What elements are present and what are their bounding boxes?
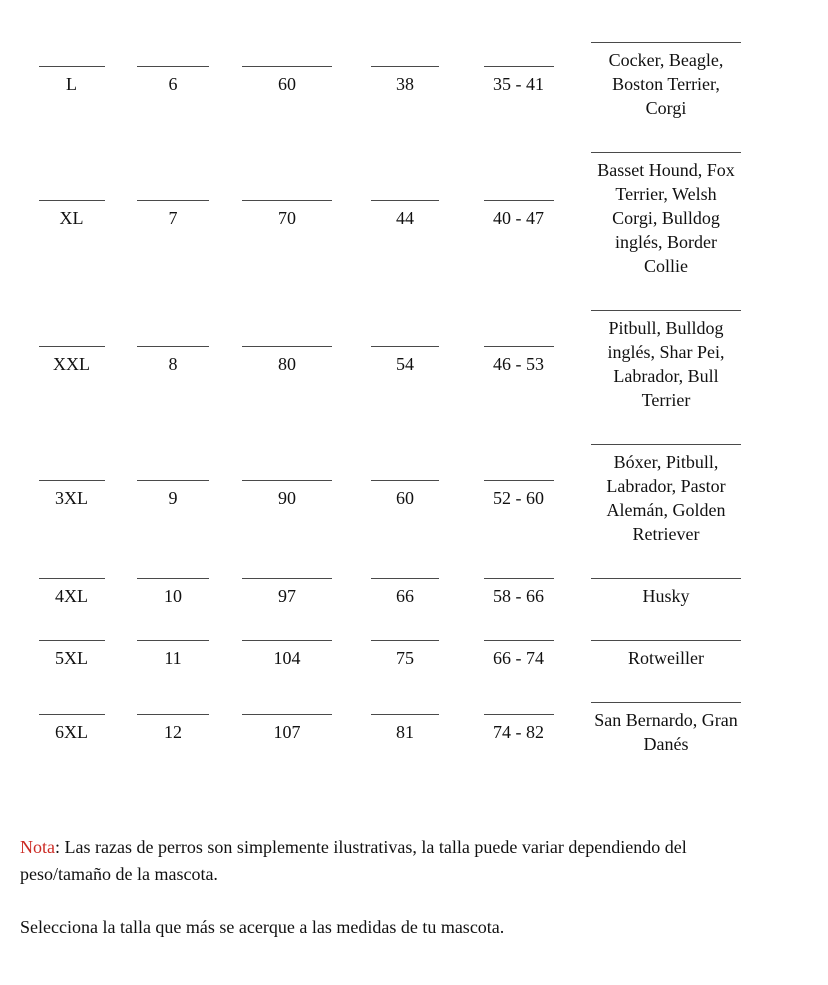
cell-content: 40 - 47 <box>484 200 554 230</box>
cell-content: 81 <box>371 714 439 744</box>
table-cell-chest <box>349 562 461 624</box>
cell-content: 80 <box>242 346 332 376</box>
cell-content: 6XL <box>39 714 105 744</box>
cell-content: Bóxer, Pitbull, Labrador, Pastor Alemán, Golden Retriever <box>591 444 741 546</box>
table-row <box>22 26 756 136</box>
cell-content: 12 <box>137 714 209 744</box>
notes-section <box>20 834 732 941</box>
table-cell-size <box>22 686 121 772</box>
cell-content: Rotweiller <box>591 640 741 670</box>
table-cell-size-number <box>121 26 225 136</box>
table-cell-length <box>225 294 349 428</box>
cell-content: 97 <box>242 578 332 608</box>
cell-content: 8 <box>137 346 209 376</box>
cell-content: 75 <box>371 640 439 670</box>
table-cell-range <box>461 428 576 562</box>
table-cell-size-number <box>121 562 225 624</box>
table-cell-size <box>22 294 121 428</box>
table-cell-breeds <box>576 686 756 772</box>
cell-content: 58 - 66 <box>484 578 554 608</box>
size-chart-table <box>22 26 756 772</box>
cell-content: 9 <box>137 480 209 510</box>
note-text: : Las razas de perros son simplemente ilustrativas, la talla puede variar dependiendo del peso/tamaño de la mascota. <box>20 837 687 884</box>
cell-content: 46 - 53 <box>484 346 554 376</box>
table-cell-size-number <box>121 294 225 428</box>
table-cell-length <box>225 562 349 624</box>
cell-content: Cocker, Beagle, Boston Terrier, Corgi <box>591 42 741 120</box>
table-cell-size-number <box>121 624 225 686</box>
cell-content: 35 - 41 <box>484 66 554 96</box>
cell-content: 44 <box>371 200 439 230</box>
table-cell-size-number <box>121 136 225 294</box>
cell-content: XL <box>39 200 105 230</box>
cell-content: 5XL <box>39 640 105 670</box>
cell-content: 10 <box>137 578 209 608</box>
cell-content: 104 <box>242 640 332 670</box>
note-label: Nota <box>20 837 55 857</box>
cell-content: Pitbull, Bulldog inglés, Shar Pei, Labrador, Bull Terrier <box>591 310 741 412</box>
cell-content: XXL <box>39 346 105 376</box>
table-cell-size <box>22 428 121 562</box>
table-cell-breeds <box>576 624 756 686</box>
table-row <box>22 624 756 686</box>
note-paragraph <box>20 834 732 888</box>
cell-content: 70 <box>242 200 332 230</box>
table-row <box>22 136 756 294</box>
table-cell-size <box>22 624 121 686</box>
table-cell-size <box>22 562 121 624</box>
table-cell-range <box>461 562 576 624</box>
cell-content: 90 <box>242 480 332 510</box>
table-row <box>22 562 756 624</box>
cell-content: 74 - 82 <box>484 714 554 744</box>
table-cell-size-number <box>121 428 225 562</box>
table-cell-range <box>461 624 576 686</box>
table-cell-chest <box>349 294 461 428</box>
cell-content: 54 <box>371 346 439 376</box>
cell-content: 66 <box>371 578 439 608</box>
cell-content: 3XL <box>39 480 105 510</box>
cell-content: L <box>39 66 105 96</box>
table-row <box>22 428 756 562</box>
cell-content: 66 - 74 <box>484 640 554 670</box>
table-cell-breeds <box>576 136 756 294</box>
table-cell-chest <box>349 26 461 136</box>
table-cell-breeds <box>576 562 756 624</box>
table-cell-chest <box>349 624 461 686</box>
table-cell-range <box>461 294 576 428</box>
table-cell-chest <box>349 428 461 562</box>
table-cell-range <box>461 26 576 136</box>
cell-content: Basset Hound, Fox Terrier, Welsh Corgi, Bulldog inglés, Border Collie <box>591 152 741 278</box>
table-cell-length <box>225 136 349 294</box>
table-cell-length <box>225 428 349 562</box>
table-cell-chest <box>349 686 461 772</box>
cell-content: 4XL <box>39 578 105 608</box>
table-cell-breeds <box>576 428 756 562</box>
table-cell-breeds <box>576 294 756 428</box>
cell-content: San Bernardo, Gran Danés <box>591 702 741 756</box>
table-row <box>22 294 756 428</box>
table-cell-size <box>22 26 121 136</box>
table-cell-length <box>225 624 349 686</box>
table-cell-range <box>461 136 576 294</box>
cell-content: 6 <box>137 66 209 96</box>
cell-content: 107 <box>242 714 332 744</box>
cell-content: 52 - 60 <box>484 480 554 510</box>
table-cell-range <box>461 686 576 772</box>
cell-content: 60 <box>371 480 439 510</box>
table-cell-length <box>225 686 349 772</box>
table-cell-size <box>22 136 121 294</box>
cell-content: 38 <box>371 66 439 96</box>
table-cell-chest <box>349 136 461 294</box>
table-cell-breeds <box>576 26 756 136</box>
cell-content: 7 <box>137 200 209 230</box>
table-cell-size-number <box>121 686 225 772</box>
cell-content: 11 <box>137 640 209 670</box>
table-cell-length <box>225 26 349 136</box>
cell-content: Husky <box>591 578 741 608</box>
cell-content: 60 <box>242 66 332 96</box>
table-row <box>22 686 756 772</box>
selection-instruction: Selecciona la talla que más se acerque a las medidas de tu mascota. <box>20 917 505 937</box>
